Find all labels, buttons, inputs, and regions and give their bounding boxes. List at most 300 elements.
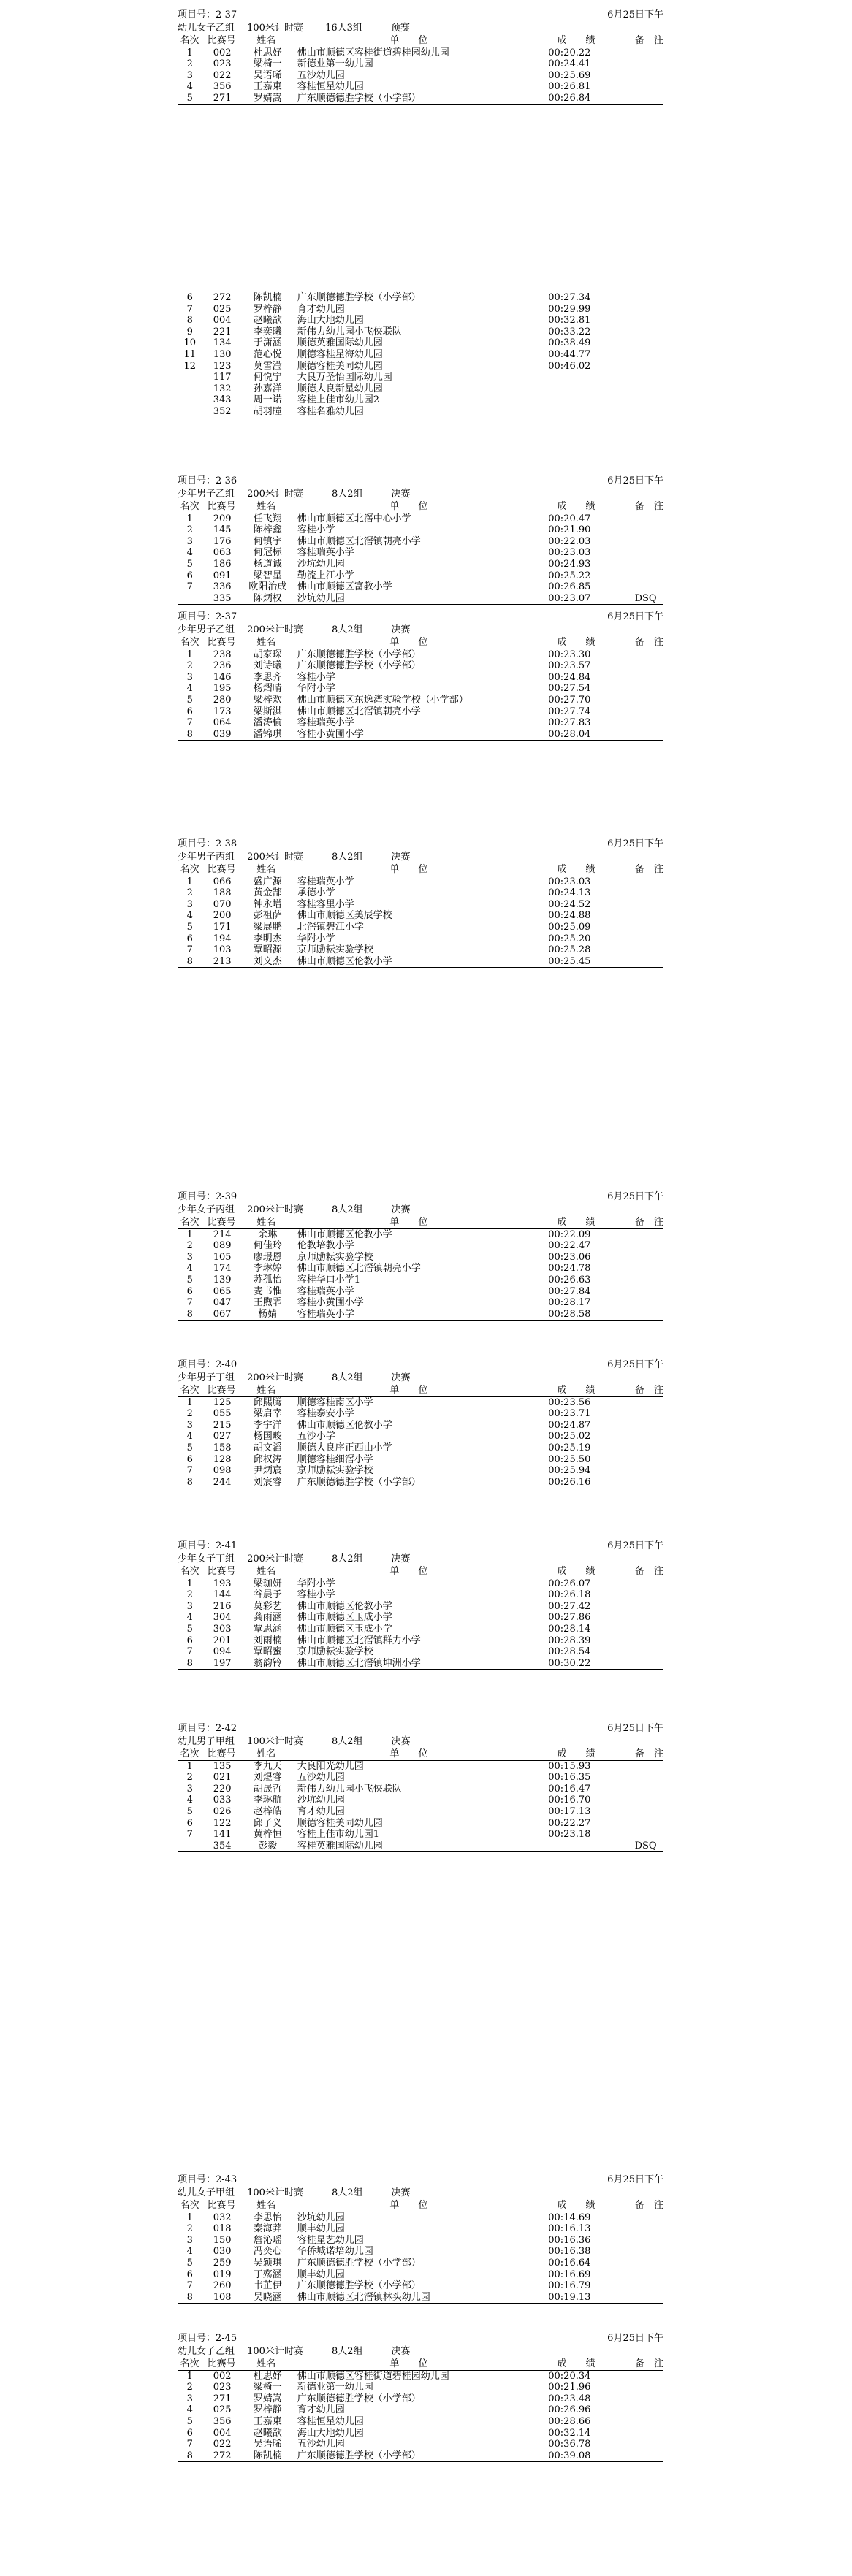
table-row xyxy=(178,887,663,899)
cell-result: 00:27.42 xyxy=(548,1600,591,1612)
table-row xyxy=(178,383,663,395)
cell-rank: 4 xyxy=(186,2246,193,2258)
cell-result: 00:27.54 xyxy=(548,683,591,695)
cell-bib: 236 xyxy=(213,660,232,672)
cell-note xyxy=(635,349,663,361)
table-row xyxy=(178,524,663,536)
cell-rank: 6 xyxy=(186,933,193,944)
cell-note xyxy=(635,1263,663,1274)
cell-note xyxy=(635,1397,663,1409)
cell-rank: 3 xyxy=(186,2393,193,2404)
cell-name: 梁斯淇 xyxy=(253,706,282,717)
header-bib: 比赛号 xyxy=(207,2200,236,2211)
cell-rank: 3 xyxy=(186,2234,193,2246)
cell-result: 00:24.88 xyxy=(548,910,591,922)
cell-rank: 1 xyxy=(186,2212,193,2223)
header-result: 成 绩 xyxy=(557,864,596,875)
cell-note xyxy=(635,729,663,741)
cell-note xyxy=(635,1465,663,1477)
event-header xyxy=(178,1540,663,1553)
cell-name: 罗梓静 xyxy=(253,303,282,315)
event-id: 项目号：2-36 xyxy=(178,475,237,486)
cell-note xyxy=(635,2416,663,2428)
cell-bib: 271 xyxy=(213,2393,232,2404)
event-date: 6月25日下午 xyxy=(607,2333,663,2344)
cell-rank: 4 xyxy=(186,1612,193,1624)
cell-unit: 承德小学 xyxy=(297,887,335,899)
cell-name: 盛广源 xyxy=(253,876,282,887)
cell-rank: 11 xyxy=(183,348,197,360)
event-title: 少年男子丙组 200米计时赛 8人2组 决赛 xyxy=(178,852,411,863)
cell-name: 黄梓恒 xyxy=(253,1829,282,1841)
cell-bib: 025 xyxy=(213,303,232,315)
cell-note xyxy=(635,559,663,570)
table-row xyxy=(178,361,663,372)
cell-name: 陈炳权 xyxy=(253,592,282,604)
cell-rank: 1 xyxy=(186,1396,193,1408)
cell-bib: 200 xyxy=(213,910,232,922)
header-unit: 单 位 xyxy=(389,2358,428,2369)
cell-name: 梁展鹏 xyxy=(253,921,282,933)
cell-unit: 佛山市顺德区伦教小学 xyxy=(297,1228,392,1240)
event-date: 6月25日下午 xyxy=(607,1723,663,1734)
cell-result: 00:17.13 xyxy=(548,1805,591,1817)
cell-note xyxy=(635,1806,663,1818)
cell-note xyxy=(635,93,663,104)
cell-note xyxy=(635,2269,663,2281)
cell-name: 于潇涵 xyxy=(253,337,282,349)
cell-bib: 025 xyxy=(213,2404,232,2416)
cell-result: 00:23.07 xyxy=(548,592,591,604)
table-row xyxy=(178,1829,663,1841)
header-name: 姓名 xyxy=(256,501,276,512)
table-row xyxy=(178,1578,663,1590)
cell-result: 00:33.22 xyxy=(548,326,591,337)
cell-unit: 伦教培教小学 xyxy=(297,1240,354,1252)
header-name: 姓名 xyxy=(256,1385,276,1396)
cell-rank: 3 xyxy=(186,69,193,81)
cell-rank: 6 xyxy=(186,292,193,303)
header-unit: 单 位 xyxy=(389,35,428,46)
cell-result: 00:23.18 xyxy=(548,1829,591,1841)
cell-rank: 2 xyxy=(186,660,193,672)
cell-result: 00:24.84 xyxy=(548,671,591,683)
event-date: 6月25日下午 xyxy=(607,838,663,849)
cell-result: 00:16.64 xyxy=(548,2257,591,2269)
cell-name: 翁韵铃 xyxy=(253,1657,282,1669)
header-rank: 名次 xyxy=(180,1566,199,1577)
cell-unit: 容桂瑞英小学 xyxy=(297,876,354,887)
cell-unit: 京师励耘实验学校 xyxy=(297,1465,373,1477)
header-result: 成 绩 xyxy=(557,1385,596,1396)
cell-result: 00:44.77 xyxy=(548,348,591,360)
cell-note xyxy=(635,1795,663,1806)
table-row xyxy=(178,2280,663,2292)
event-header xyxy=(178,2174,663,2187)
cell-note xyxy=(635,922,663,933)
cell-rank: 1 xyxy=(186,1228,193,1240)
header-unit: 单 位 xyxy=(389,864,428,875)
cell-name: 余琳 xyxy=(258,1228,278,1240)
table-row xyxy=(178,372,663,383)
table-row xyxy=(178,315,663,326)
cell-unit: 五沙幼儿园 xyxy=(297,1772,345,1784)
cell-note xyxy=(635,1240,663,1252)
cell-result: 00:26.16 xyxy=(548,1476,591,1488)
cell-unit: 广东顺德德胜学校（小学部） xyxy=(297,649,421,660)
cell-name: 赵曦歆 xyxy=(253,2427,282,2439)
header-unit: 单 位 xyxy=(389,1217,428,1228)
cell-result: 00:28.58 xyxy=(548,1308,591,1320)
cell-unit: 佛山市顺德区北滘中心小学 xyxy=(297,513,411,524)
cell-note xyxy=(635,1274,663,1286)
event-header xyxy=(178,611,663,624)
cell-result: 00:27.83 xyxy=(548,717,591,729)
cell-note xyxy=(635,2393,663,2405)
table-row xyxy=(178,2382,663,2393)
cell-unit: 广东顺德德胜学校（小学部） xyxy=(297,292,421,303)
cell-bib: 132 xyxy=(213,383,232,394)
cell-rank: 1 xyxy=(186,649,193,660)
header-note: 备 注 xyxy=(634,637,663,648)
cell-rank: 1 xyxy=(186,1578,193,1589)
cell-result: 00:23.03 xyxy=(548,876,591,887)
header-note: 备 注 xyxy=(634,1385,663,1396)
cell-note xyxy=(635,1229,663,1241)
cell-rank: 6 xyxy=(186,2427,193,2439)
cell-note xyxy=(635,910,663,922)
cell-result: 00:26.84 xyxy=(548,92,591,104)
cell-name: 杨国畯 xyxy=(253,1431,282,1442)
cell-result: 00:26.63 xyxy=(548,1274,591,1285)
table-row xyxy=(178,649,663,661)
table-row xyxy=(178,2258,663,2269)
cell-bib: 033 xyxy=(213,1795,232,1806)
event-id: 项目号：2-39 xyxy=(178,1191,237,1202)
cell-name: 李九天 xyxy=(253,1760,282,1772)
cell-bib: 343 xyxy=(213,394,232,406)
cell-rank: 5 xyxy=(186,1274,193,1285)
cell-result: 00:24.52 xyxy=(548,898,591,910)
cell-name: 王嘉東 xyxy=(253,2415,282,2427)
cell-unit: 广东顺德德胜学校（小学部） xyxy=(297,92,421,104)
table-row xyxy=(178,1612,663,1624)
cell-unit: 容桂华口小学1 xyxy=(297,1274,361,1285)
cell-unit: 顺德容桂美同幼儿园 xyxy=(297,360,383,372)
cell-note xyxy=(635,1646,663,1658)
table-row xyxy=(178,1761,663,1773)
column-header xyxy=(178,637,663,649)
cell-rank: 6 xyxy=(186,1635,193,1646)
cell-note xyxy=(635,1818,663,1830)
cell-bib: 089 xyxy=(213,1240,232,1252)
result-rows xyxy=(178,2371,663,2463)
table-row xyxy=(178,1297,663,1309)
cell-unit: 育才幼儿园 xyxy=(297,303,345,315)
column-header xyxy=(178,1566,663,1578)
cell-rank: 6 xyxy=(186,1817,193,1829)
cell-bib: 201 xyxy=(213,1635,232,1646)
table-row xyxy=(178,47,663,59)
table-row xyxy=(178,547,663,559)
cell-unit: 容桂容里小学 xyxy=(297,898,354,910)
cell-rank: 5 xyxy=(186,1805,193,1817)
table-row xyxy=(178,1601,663,1613)
cell-note xyxy=(635,1624,663,1635)
cell-name: 潘涛榆 xyxy=(253,717,282,729)
cell-unit: 佛山市顺德区玉成小学 xyxy=(297,1612,392,1624)
cell-unit: 顺德大良新星幼儿园 xyxy=(297,383,383,394)
cell-name: 梁智星 xyxy=(253,570,282,581)
cell-name: 梁梓欢 xyxy=(253,694,282,706)
header-name: 姓名 xyxy=(256,35,276,46)
cell-unit: 佛山市顺德区伦教小学 xyxy=(297,1600,392,1612)
cell-bib: 220 xyxy=(213,1783,232,1795)
table-row xyxy=(178,1431,663,1442)
table-row xyxy=(178,349,663,361)
column-header xyxy=(178,864,663,876)
cell-rank: 5 xyxy=(186,694,193,706)
cell-unit: 五沙小学 xyxy=(297,1431,335,1442)
cell-rank: 1 xyxy=(186,513,193,524)
cell-bib: 171 xyxy=(213,921,232,933)
cell-note xyxy=(635,1761,663,1773)
cell-result: 00:15.93 xyxy=(548,1760,591,1772)
cell-unit: 新德业第一幼儿园 xyxy=(297,58,373,70)
header-result: 成 绩 xyxy=(557,1217,596,1228)
cell-unit: 容桂小学 xyxy=(297,671,335,683)
table-row xyxy=(178,660,663,672)
cell-name: 杨道诚 xyxy=(253,558,282,570)
cell-result: 00:25.50 xyxy=(548,1453,591,1465)
cell-unit: 容桂小黄圃小学 xyxy=(297,1297,364,1309)
table-row xyxy=(178,2416,663,2428)
cell-rank: 1 xyxy=(186,47,193,58)
cell-rank: 3 xyxy=(186,535,193,547)
cell-unit: 华附小学 xyxy=(297,1578,335,1589)
cell-result: 00:25.20 xyxy=(548,933,591,944)
cell-bib: 304 xyxy=(213,1612,232,1624)
cell-unit: 育才幼儿园 xyxy=(297,2404,345,2416)
cell-result: 00:27.70 xyxy=(548,694,591,706)
cell-unit: 顺德容桂南区小学 xyxy=(297,1396,373,1408)
header-note: 备 注 xyxy=(634,2358,663,2369)
header-rank: 名次 xyxy=(180,1748,199,1759)
cell-unit: 佛山市顺德区东逸湾实验学校（小学部） xyxy=(297,694,468,706)
cell-result: 00:25.28 xyxy=(548,944,591,956)
cell-note xyxy=(635,887,663,899)
event-id: 项目号：2-43 xyxy=(178,2174,237,2185)
cell-unit: 新德业第一幼儿园 xyxy=(297,2382,373,2393)
header-bib: 比赛号 xyxy=(207,2358,236,2369)
cell-name: 何冠标 xyxy=(253,547,282,559)
result-rows xyxy=(178,649,663,741)
cell-rank: 4 xyxy=(186,1795,193,1806)
cell-unit: 顺丰幼儿园 xyxy=(297,2223,345,2235)
header-bib: 比赛号 xyxy=(207,501,236,512)
cell-name: 李思怡 xyxy=(253,2212,282,2223)
cell-unit: 容桂瑞英小学 xyxy=(297,1308,354,1320)
header-unit: 单 位 xyxy=(389,1385,428,1396)
cell-note xyxy=(635,2404,663,2416)
table-row xyxy=(178,1263,663,1274)
table-row xyxy=(178,58,663,70)
cell-rank: 8 xyxy=(186,1657,193,1669)
cell-name: 邱熙腾 xyxy=(253,1396,282,1408)
column-header xyxy=(178,501,663,513)
cell-name: 彭毅 xyxy=(258,1840,278,1851)
cell-result xyxy=(528,1841,634,1852)
cell-rank xyxy=(178,383,202,395)
cell-bib: 215 xyxy=(213,1419,232,1431)
cell-result: 00:27.84 xyxy=(548,1285,591,1297)
cell-rank: 3 xyxy=(186,1600,193,1612)
cell-rank: 4 xyxy=(186,1431,193,1442)
cell-rank: 3 xyxy=(186,1251,193,1263)
cell-note: DSQ xyxy=(634,1840,657,1851)
header-name: 姓名 xyxy=(256,637,276,648)
cell-rank: 7 xyxy=(186,581,193,593)
header-result: 成 绩 xyxy=(557,1566,596,1577)
cell-result: 00:28.14 xyxy=(548,1623,591,1635)
cell-bib: 173 xyxy=(213,706,232,717)
cell-bib: 188 xyxy=(213,887,232,899)
cell-unit: 海山大地幼儿园 xyxy=(297,2427,364,2439)
cell-rank: 5 xyxy=(186,1623,193,1635)
table-row xyxy=(178,570,663,582)
cell-result: 00:23.30 xyxy=(548,649,591,660)
event-block xyxy=(178,9,663,105)
table-row xyxy=(178,2450,663,2462)
cell-unit: 顺德容桂星海幼儿园 xyxy=(297,348,383,360)
cell-bib: 004 xyxy=(213,2427,232,2439)
header-note: 备 注 xyxy=(634,501,663,512)
header-name: 姓名 xyxy=(256,2200,276,2211)
cell-result: 00:25.94 xyxy=(548,1465,591,1477)
cell-result xyxy=(528,383,634,395)
cell-note xyxy=(635,2235,663,2247)
cell-rank: 8 xyxy=(186,728,193,740)
cell-result: 00:16.79 xyxy=(548,2280,591,2292)
cell-note xyxy=(635,1454,663,1466)
cell-rank: 7 xyxy=(186,2439,193,2450)
table-row xyxy=(178,1477,663,1488)
header-note: 备 注 xyxy=(634,864,663,875)
cell-note xyxy=(635,1829,663,1841)
event-id: 项目号：2-42 xyxy=(178,1723,237,1734)
event-header xyxy=(178,475,663,488)
table-row xyxy=(178,956,663,968)
cell-name: 杜思妤 xyxy=(253,47,282,58)
table-row xyxy=(178,513,663,525)
column-header xyxy=(178,2358,663,2371)
cell-note xyxy=(635,1442,663,1454)
cell-unit: 佛山市顺德区北滘镇群力小学 xyxy=(297,1635,421,1646)
cell-bib: 022 xyxy=(213,69,232,81)
cell-result: 00:16.35 xyxy=(548,1772,591,1784)
column-header xyxy=(178,1748,663,1761)
header-bib: 比赛号 xyxy=(207,1566,236,1577)
cell-name: 吴语晞 xyxy=(253,2439,282,2450)
cell-unit: 容桂泰安小学 xyxy=(297,1408,354,1420)
cell-rank: 4 xyxy=(186,910,193,922)
cell-note xyxy=(635,2292,663,2304)
cell-result: 00:28.04 xyxy=(548,728,591,740)
header-bib: 比赛号 xyxy=(207,1748,236,1759)
cell-name: 胡家琛 xyxy=(253,649,282,660)
cell-unit: 容桂小学 xyxy=(297,524,335,536)
cell-result: 00:32.14 xyxy=(548,2427,591,2439)
cell-unit: 佛山市顺德区富教小学 xyxy=(297,581,392,593)
cell-unit: 华附小学 xyxy=(297,683,335,695)
cell-note xyxy=(635,2246,663,2258)
cell-unit: 容桂小黄圃小学 xyxy=(297,728,364,740)
cell-note xyxy=(635,1772,663,1784)
result-rows xyxy=(178,1229,663,1321)
cell-result: 00:39.08 xyxy=(548,2450,591,2461)
cell-rank: 7 xyxy=(186,1646,193,1658)
cell-bib: 244 xyxy=(213,1476,232,1488)
cell-note xyxy=(635,683,663,695)
table-row xyxy=(178,1635,663,1647)
header-result: 成 绩 xyxy=(557,637,596,648)
table-row xyxy=(178,1252,663,1264)
cell-bib: 098 xyxy=(213,1465,232,1477)
cell-unit: 沙坑幼儿园 xyxy=(297,592,345,604)
cell-bib: 186 xyxy=(213,558,232,570)
cell-name: 梁椅一 xyxy=(253,2382,282,2393)
cell-rank: 4 xyxy=(186,1263,193,1274)
cell-note xyxy=(635,2428,663,2439)
cell-bib: 134 xyxy=(213,337,232,349)
cell-result: 00:25.02 xyxy=(548,1431,591,1442)
cell-bib: 023 xyxy=(213,2382,232,2393)
cell-bib: 022 xyxy=(213,2439,232,2450)
table-row xyxy=(178,1229,663,1241)
cell-result: 00:25.09 xyxy=(548,921,591,933)
cell-name: 谷晨予 xyxy=(253,1589,282,1601)
cell-rank: 6 xyxy=(186,1285,193,1297)
cell-unit: 容桂名雅幼儿园 xyxy=(297,405,364,417)
table-row xyxy=(178,1240,663,1252)
event-block xyxy=(178,1358,663,1488)
cell-unit: 广东顺德德胜学校（小学部） xyxy=(297,1476,421,1488)
cell-unit: 顺德大良序正西山小学 xyxy=(297,1442,392,1453)
cell-unit: 五沙幼儿园 xyxy=(297,2439,345,2450)
cell-result: 00:23.06 xyxy=(548,1251,591,1263)
cell-name: 李宇洋 xyxy=(253,1419,282,1431)
cell-name: 胡羽瞳 xyxy=(253,405,282,417)
cell-result: 00:22.09 xyxy=(548,1228,591,1240)
cell-result: 00:32.81 xyxy=(548,315,591,326)
header-rank: 名次 xyxy=(180,2200,199,2211)
cell-rank xyxy=(178,593,202,605)
cell-rank: 8 xyxy=(186,955,193,967)
cell-bib: 193 xyxy=(213,1578,232,1589)
cell-name: 覃思涵 xyxy=(253,1623,282,1635)
cell-result xyxy=(528,372,634,383)
cell-note xyxy=(635,581,663,593)
column-header xyxy=(178,2200,663,2212)
cell-result: 00:27.74 xyxy=(548,706,591,717)
cell-note xyxy=(635,956,663,968)
table-row xyxy=(178,559,663,570)
cell-result: 00:26.81 xyxy=(548,81,591,93)
cell-rank: 8 xyxy=(186,2291,193,2303)
table-row xyxy=(178,2246,663,2258)
table-row xyxy=(178,1646,663,1658)
event-title: 少年男子乙组 200米计时赛 8人2组 决赛 xyxy=(178,489,411,500)
